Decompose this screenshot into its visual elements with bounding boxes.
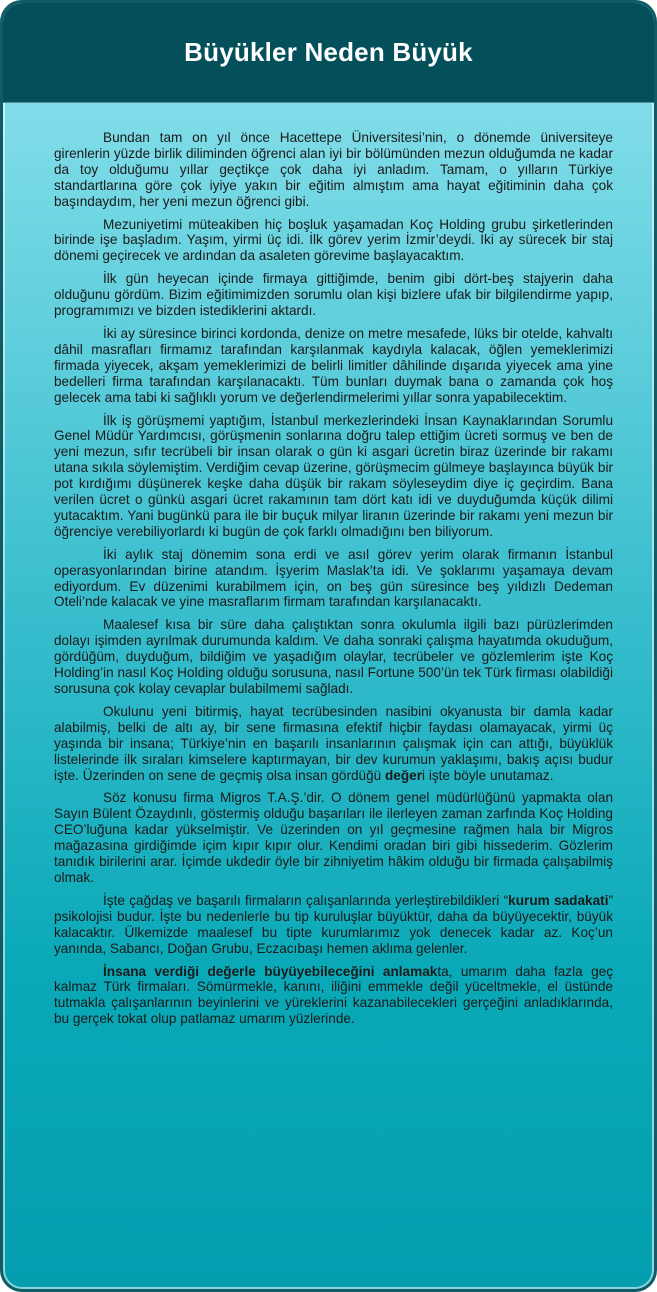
article-header [3, 3, 654, 103]
article-panel [3, 3, 654, 1289]
article-body [3, 103, 654, 1027]
paragraph-4: İki ay süresince birinci kordonda, denize on metre mesafede, lüks bir otelde, kahvaltı dâhil masrafları firmamız tarafından karşılanmak kaydıyla kalacak, öğlen yemeklerimizi firmada yiyecek, akşam yemeklerimizi de belirli limitler dâhilinde dışarıda yiyecek ama yine bedelleri firma tarafından karşılanacaktı. Tüm bunları duymak bana o zamanda çok hoş gelecek ama tabi ki sağlıklı yorum ve değerlendirmelerimi yıllar sonra yapabilecektim. [54, 325, 613, 405]
paragraph-3: İlk gün heyecan içinde firmaya gittiğimde, benim gibi dört-beş stajyerin daha olduğunu gördüm. Bizim eğitimimizden sorumlu olan kişi bizlere ufak bir bilgilendirme yapıp, programımızı ve bizden istediklerini aktardı. [54, 271, 613, 319]
paragraph-10-post: ” psikolojisi budur. İşte bu nedenlerle bu tip kuruluşlar büyüktür, daha da büyüyecektir, büyük kalacaktır. Ülkemizde maalesef bu tipte kurumlarımız yok denecek kadar az. Koç’un yanında, Sabancı, Doğan Grubu, Eczacıbaşı hemen aklıma gelenler. [54, 892, 614, 956]
paragraph-11-post: ta, umarım daha fazla geç kalmaz Türk firmaları. Sömürmekle, kanını, iliğini emmekle değil yüceltmekle, el üstünde tutmakla çalışanlarının beyinlerini ve yüreklerini kazanabilecekleri gerçeğini anladıklarında, bu gerçek tokat olup patlamaz umarım yüzlerinde. [54, 963, 613, 1027]
article-title: Büyükler Neden Büyük [184, 37, 473, 67]
paragraph-8-bold: değer [384, 767, 423, 783]
paragraph-11 [54, 964, 613, 1028]
paragraph-10 [54, 893, 613, 957]
paragraph-2: Mezuniyetimi müteakiben hiç boşluk yaşamadan Koç Holding grubu şirketlerinden birinde işe başladım. Yaşım, yirmi üç idi. İlk görev yerim İzmir’deydi. İki ay sürecek bir staj dönemi geçirecek ve ardından da asaleten görevime başlayacaktım. [54, 216, 613, 264]
paragraph-5: İlk iş görüşmemi yaptığım, İstanbul merkezlerindeki İnsan Kaynaklarından Sorumlu Genel Müdür Yardımcısı, görüşmenin sonlarına doğru talep ettiğim ücreti sormuş ve ben de yeni mezun, sıfır tecrübeli bir insan olarak o gün ki asgari ücretin biraz üzerinde bir rakamı utana sıkıla söylemiştim. Verdiğim cevap üzerine, görüşmecim gülmeye başlayınca büyük bir pot kırdığımı düşünerek keşke daha düşük bir rakam söyleseydim diye iç geçirdim. Bana verilen ücret o günkü asgari ücret rakamının tam dört katı idi ve duyduğumda küçük dilimi yutacaktım. Yani bugünkü para ile bir buçuk milyar liranın üzerinde bir rakamı yeni mezun bir öğrenciye verebiliyorlardı ki bugün de çok farklı olmadığını ben biliyorum. [54, 412, 613, 539]
paragraph-10-bold: kurum sadakati [508, 892, 609, 908]
paragraph-11-bold: İnsana verdiği değerle büyüyebileceğini anlamak [103, 963, 438, 979]
paragraph-9: Söz konusu firma Migros T.A.Ş.’dir. O dönem genel müdürlüğünü yapmakta olan Sayın Bülent Özaydınlı, göstermiş olduğu başarıları ile ilerleyen zaman zarfında Koç Holding CEO’luğuna kadar yükselmiştir. Ve üzerinden on yıl geçmesine rağmen hala bir Migros mağazasına girdiğimde içim kıpır kıpır olur. Kendimi oradan biri gibi hissederim. Gözlerim tanıdık birilerini arar. İçimde ukdedir öyle bir zihniyetim hâkim olduğu bir firmada çalışabilmiş olmak. [54, 790, 613, 885]
paragraph-8-tail: i işte böyle unutamaz. [422, 767, 554, 783]
paragraph-1: Bundan tam on yıl önce Hacettepe Üniversitesi’nin, o dönemde üniversiteye girenlerin yüzde birlik diliminden öğrenci alan iyi bir bölümünden mezun olduğumda ne kadar da toy olduğumu yıllar geçtikçe çok daha iyi anladım. Tamam, o yılların Türkiye standartlarına göre çok iyiye yakın bir eğitim almıştım ama hayat eğitiminin daha çok başındaydım, her yeni mezun öğrenci gibi. [54, 130, 613, 209]
paragraph-7: Maalesef kısa bir süre daha çalıştıktan sonra okulumla ilgili bazı pürüzlerimden dolayı işimden ayrılmak durumunda kaldım. Ve daha sonraki çalışma hayatımda okuduğum, gördüğüm, duyduğum, bildiğim ve yaşadığım olaylar, tecrübeler ve gözlemlerim işte Koç Holding’in nasıl Koç Holding olduğu sorusuna, nasıl Fortune 500’ün tek Türk firması olabildiği sorusuna çok kolay cevaplar bulabilmemi sağladı. [54, 617, 613, 696]
paragraph-10-pre: İşte çağdaş ve başarılı firmaların çalışanlarında yerleştirebildikleri “ [103, 892, 509, 908]
paragraph-8-text: Okulunu yeni bitirmiş, hayat tecrübesinden nasibini okyanusta bir damla kadar alabilmiş, belki de altı ay, bir sene firmasına efektif hiçbir faydası olamayacak, yirmi üç yaşında bir insana; Türkiye’nin en başarılı insanlarının çalışmak için can attığı, büyüklük listelerinde ilk sıraları kimselere kaptırmayan, bir dev kurumun yaklaşımı, bakış açısı budur işte. Üzerinden on sene de geçmiş olsa insan gördüğü [54, 703, 613, 783]
paragraph-8 [54, 704, 613, 784]
paragraph-6: İki aylık staj dönemim sona erdi ve asıl görev yerim olarak firmanın İstanbul operasyonlarından birine atandım. İşyerim Maslak’ta idi. Ve şoklarımı yaşamaya devam ediyordum. Ev düzenimi kurabilmem için, on beş gün süresince beş yıldızlı Dedeman Oteli’nde kalacak ve yine masraflarım firmam tarafından karşılanacaktı. [54, 546, 613, 610]
